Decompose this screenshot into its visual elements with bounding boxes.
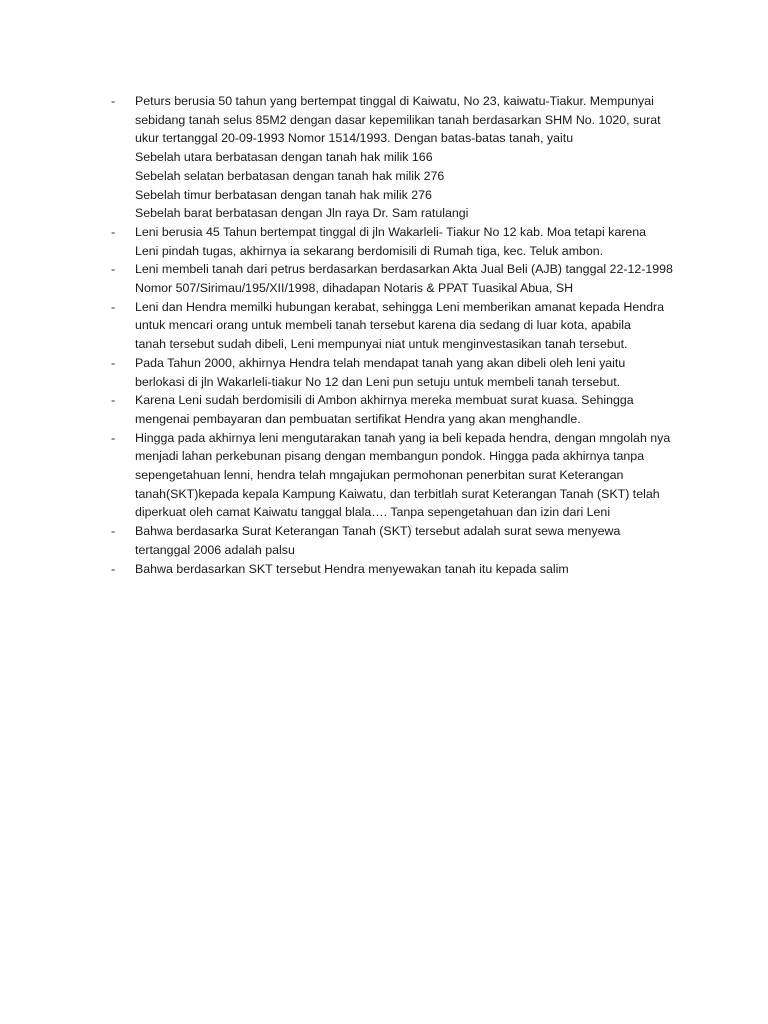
text-line: berlokasi di jln Wakarleli-tiakur No 12 dan Leni pun setuju untuk membeli tanah tersebut.: [135, 374, 621, 389]
text-line: Sebelah utara berbatasan dengan tanah hak milik 166: [135, 150, 433, 165]
list-item: [111, 391, 686, 428]
text-line: Bahwa berdasarka Surat Keterangan Tanah (SKT) tersebut adalah surat sewa menyewa: [135, 524, 621, 539]
text-line: sebidang tanah selus 85M2 dengan dasar kepemilikan tanah berdasarkan SHM No. 1020, surat: [135, 112, 661, 127]
list-item-text: [135, 391, 686, 428]
list-item-text: [135, 522, 686, 559]
text-line: Leni membeli tanah dari petrus berdasarkan berdasarkan Akta Jual Beli (AJB) tanggal 22-12-1998: [135, 262, 673, 277]
text-line: untuk mencari orang untuk membeli tanah tersebut karena dia sedang di luar kota, apabila: [135, 318, 631, 333]
text-line: Peturs berusia 50 tahun yang bertempat tinggal di Kaiwatu, No 23, kaiwatu-Tiakur. Mempunyai: [135, 94, 654, 108]
list-item: [111, 298, 686, 354]
list-item-text: [135, 560, 686, 579]
text-line: tanah tersebut sudah dibeli, Leni mempunyai niat untuk menginvestasikan tanah tersebut.: [135, 337, 628, 352]
text-line: diperkuat oleh camat Kaiwatu tanggal blala…. Tanpa sepengetahuan dan izin dari Leni: [135, 505, 611, 520]
list-item-text: [135, 223, 686, 260]
text-line: Sebelah selatan berbatasan dengan tanah hak milik 276: [135, 168, 445, 183]
bullet-dash: -: [111, 561, 116, 576]
list-item: [111, 560, 686, 579]
bullet-dash: -: [111, 393, 116, 408]
text-line: Sebelah timur berbatasan dengan tanah hak milik 276: [135, 187, 432, 202]
text-line: tertanggal 2006 adalah palsu: [135, 542, 295, 557]
bullet-dash: -: [111, 224, 116, 239]
bullet-dash: -: [111, 430, 116, 445]
list-item: [111, 260, 686, 297]
bullet-dash: -: [111, 94, 116, 108]
bullet-dash: -: [111, 299, 116, 314]
text-line: tanah(SKT)kepada kepala Kampung Kaiwatu, dan terbitlah surat Keterangan Tanah (SKT) telah: [135, 486, 660, 501]
text-line: menjadi lahan perkebunan pisang dengan membangun pondok. Hingga pada akhirnya tanpa: [135, 449, 645, 464]
text-line: Nomor 507/Sirimau/195/XII/1998, dihadapan Notaris & PPAT Tuasikal Abua, SH: [135, 281, 574, 296]
text-line: Leni dan Hendra memilki hubungan kerabat, sehingga Leni memberikan amanat kepada Hendra: [135, 299, 665, 314]
list-item-text: [135, 260, 686, 297]
text-line: Hingga pada akhirnya leni mengutarakan tanah yang ia beli kepada hendra, dengan mngolah nya: [135, 430, 671, 445]
text-line: Karena Leni sudah berdomisili di Ambon akhirnya mereka membuat surat kuasa. Sehingga: [135, 393, 634, 408]
bullet-list: [111, 92, 686, 578]
list-item: [111, 223, 686, 260]
bullet-dash: -: [111, 355, 116, 370]
text-line: Sebelah barat berbatasan dengan Jln raya Dr. Sam ratulangi: [135, 206, 469, 221]
list-item: [111, 522, 686, 559]
text-line: Leni pindah tugas, akhirnya ia sekarang berdomisili di Rumah tiga, kec. Teluk ambon.: [135, 243, 604, 258]
bullet-dash: -: [111, 262, 116, 277]
list-item-text: [135, 429, 686, 523]
text-line: ukur tertanggal 20-09-1993 Nomor 1514/1993. Dengan batas-batas tanah, yaitu: [135, 131, 574, 146]
list-item-text: [135, 354, 686, 391]
list-item: [111, 92, 686, 223]
text-line: mengenai pembayaran dan pembuatan sertifikat Hendra yang akan menghandle.: [135, 411, 581, 426]
text-line: Leni berusia 45 Tahun bertempat tinggal di jln Wakarleli- Tiakur No 12 kab. Moa tetapi karena: [135, 224, 647, 239]
text-line: Pada Tahun 2000, akhirnya Hendra telah mendapat tanah yang akan dibeli oleh leni yaitu: [135, 355, 626, 370]
text-line: Bahwa berdasarkan SKT tersebut Hendra menyewakan tanah itu kepada salim: [135, 561, 569, 576]
list-item-text: [135, 92, 686, 223]
list-item-text: [135, 298, 686, 354]
list-item: [111, 354, 686, 391]
bullet-dash: -: [111, 524, 116, 539]
list-item: [111, 429, 686, 523]
text-line: sepengetahuan lenni, hendra telah mngajukan permohonan penerbitan surat Keterangan: [135, 468, 624, 483]
